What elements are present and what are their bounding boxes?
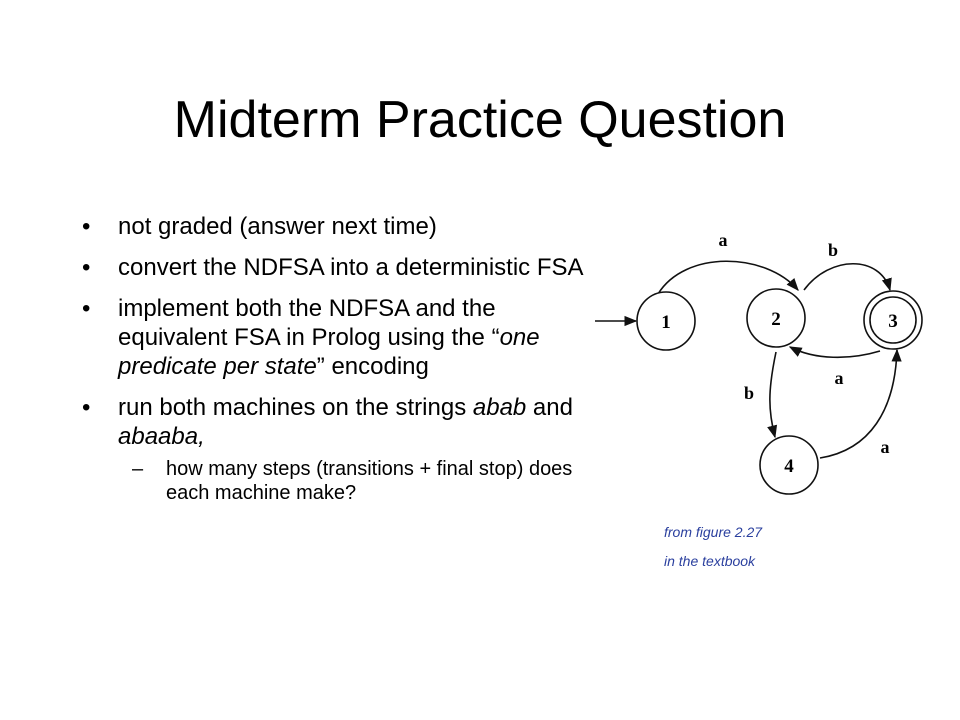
bullet-text: not graded (answer next time) bbox=[118, 213, 437, 240]
caption-line-2: in the textbook bbox=[664, 553, 756, 569]
slide-title: Midterm Practice Question bbox=[173, 91, 787, 149]
bullet-list bbox=[82, 212, 602, 517]
edge-4-3-label: a bbox=[880, 437, 890, 457]
edge-1-2-label: a bbox=[718, 230, 728, 250]
state-1-label: 1 bbox=[661, 312, 671, 333]
bullet-emphasis: one predicate per state bbox=[118, 324, 540, 380]
bullet-mark: • bbox=[82, 213, 91, 240]
bullet-item bbox=[82, 393, 602, 505]
sub-bullet-text: how many steps (transitions + final stop) does each machine make? bbox=[166, 458, 573, 504]
edge-2-4-label: b bbox=[743, 383, 755, 403]
bullet-mark: • bbox=[82, 295, 91, 322]
bullet-text-end: ” encoding bbox=[316, 353, 429, 380]
state-4-label: 4 bbox=[784, 456, 794, 477]
bullet-item bbox=[82, 294, 602, 381]
string-example-1: abab bbox=[472, 394, 527, 421]
bullet-mark: • bbox=[82, 394, 91, 421]
bullet-text-start: implement both the NDFSA and the equivalent FSA in Prolog using the “ bbox=[118, 295, 500, 351]
edge-2-4 bbox=[770, 352, 776, 437]
bullet-text-start: run both machines on the strings bbox=[118, 394, 473, 421]
string-example-2: abaaba, bbox=[118, 423, 205, 450]
bullet-text-mid: and bbox=[526, 394, 573, 421]
sub-bullet-item bbox=[132, 457, 602, 505]
state-2-label: 2 bbox=[771, 309, 781, 330]
edge-3-2 bbox=[790, 347, 880, 357]
bullet-mark: • bbox=[82, 254, 91, 281]
bullet-item bbox=[82, 253, 602, 282]
sub-bullet-list bbox=[118, 457, 602, 505]
edge-2-3 bbox=[804, 264, 890, 290]
state-3-label: 3 bbox=[888, 311, 898, 332]
sub-bullet-mark: – bbox=[132, 458, 144, 480]
figure-caption bbox=[664, 518, 762, 576]
caption-line-1: from figure 2.27 bbox=[664, 524, 763, 540]
fsa-diagram bbox=[580, 210, 960, 510]
bullet-item bbox=[82, 212, 602, 241]
edge-2-3-label: b bbox=[827, 240, 839, 260]
edge-3-2-label: a bbox=[834, 368, 844, 388]
bullet-text: convert the NDFSA into a deterministic FSA bbox=[118, 254, 584, 281]
